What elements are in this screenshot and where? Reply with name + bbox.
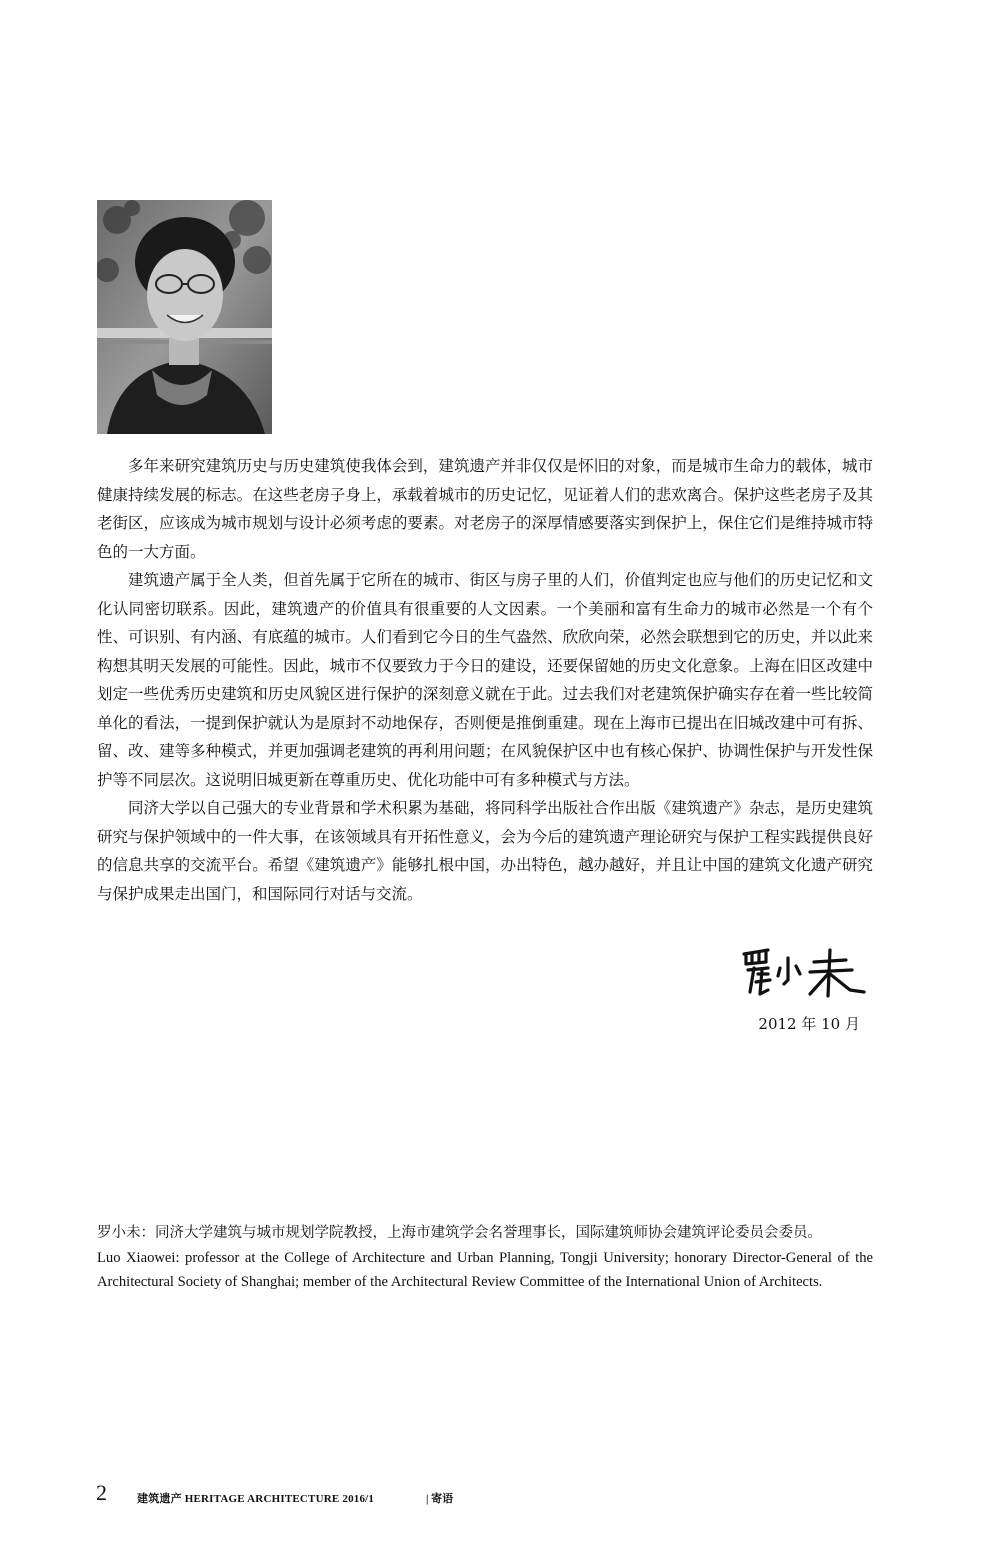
- letter-body: [97, 452, 873, 908]
- journal-running-title: 建筑遗产 HERITAGE ARCHITECTURE 2016/1: [137, 1493, 375, 1505]
- author-portrait: [97, 200, 272, 434]
- section-label: | 寄语: [426, 1493, 454, 1505]
- letter-date: 2012 年 10 月: [758, 1015, 860, 1033]
- paragraph-2: 建筑遗产属于全人类，但首先属于它所在的城市、街区与房子里的人们，价值判定也应与他们的历史记忆和文化认同密切联系。因此，建筑遗产的价值具有很重要的人文因素。一个美丽和富有生命力的城市必然是一个有个性、可识别、有内涵、有底蕴的城市。人们看到它今日的生气盎然、欣欣向荣，必然会联想到它的历史，并以此来构想其明天发展的可能性。因此，城市不仅要致力于今日的建设，还要保留她的历史文化意象。上海在旧区改建中划定一些优秀历史建筑和历史风貌区进行保护的深刻意义就在于此。过去我们对老建筑保护确实存在着一些比较简单化的看法，一提到保护就认为是原封不动地保存，否则便是推倒重建。现在上海市已提出在旧城改建中可有拆、留、改、建等多种模式，并更加强调老建筑的再利用问题；在风貌保护区中也有核心保护、协调性保护与开发性保护等不同层次。这说明旧城更新在尊重历史、优化功能中可有多种模式与方法。: [97, 571, 873, 789]
- signature-glyph: [738, 940, 868, 1000]
- paragraph-3: 同济大学以自己强大的专业背景和学术积累为基础，将同科学出版社合作出版《建筑遗产》杂志，是历史建筑研究与保护领域中的一件大事，在该领域具有开拓性意义，会为今后的建筑遗产理论研究与保护工程实践提供良好的信息共享的交流平台。希望《建筑遗产》能够扎根中国，办出特色，越办越好，并且让中国的建筑文化遗产研究与保护成果走出国门，和国际同行对话与交流。: [97, 799, 873, 903]
- portrait-photo: [97, 200, 272, 434]
- bio-chinese: 罗小未：同济大学建筑与城市规划学院教授，上海市建筑学会名誉理事长，国际建筑师协会建筑评论委员会委员。: [97, 1225, 822, 1241]
- author-bio: [97, 1221, 873, 1295]
- handwritten-signature: [738, 940, 868, 1000]
- page-number: 2: [96, 1480, 107, 1505]
- page-footer: [96, 1480, 876, 1510]
- bio-english: Luo Xiaowei: professor at the College of Architecture and Urban Planning, Tongji University; honorary Director-General of the Architectural Society of Shanghai; member of the Architectural Review Committee of the International Union of Architects.: [97, 1249, 873, 1290]
- paragraph-1: 多年来研究建筑历史与历史建筑使我体会到，建筑遗产并非仅仅是怀旧的对象，而是城市生命力的载体，城市健康持续发展的标志。在这些老房子身上，承载着城市的历史记忆，见证着人们的悲欢离合。保护这些老房子及其老街区，应该成为城市规划与设计必须考虑的要素。对老房子的深厚情感要落实到保护上，保住它们是维持城市特色的一大方面。: [97, 457, 873, 561]
